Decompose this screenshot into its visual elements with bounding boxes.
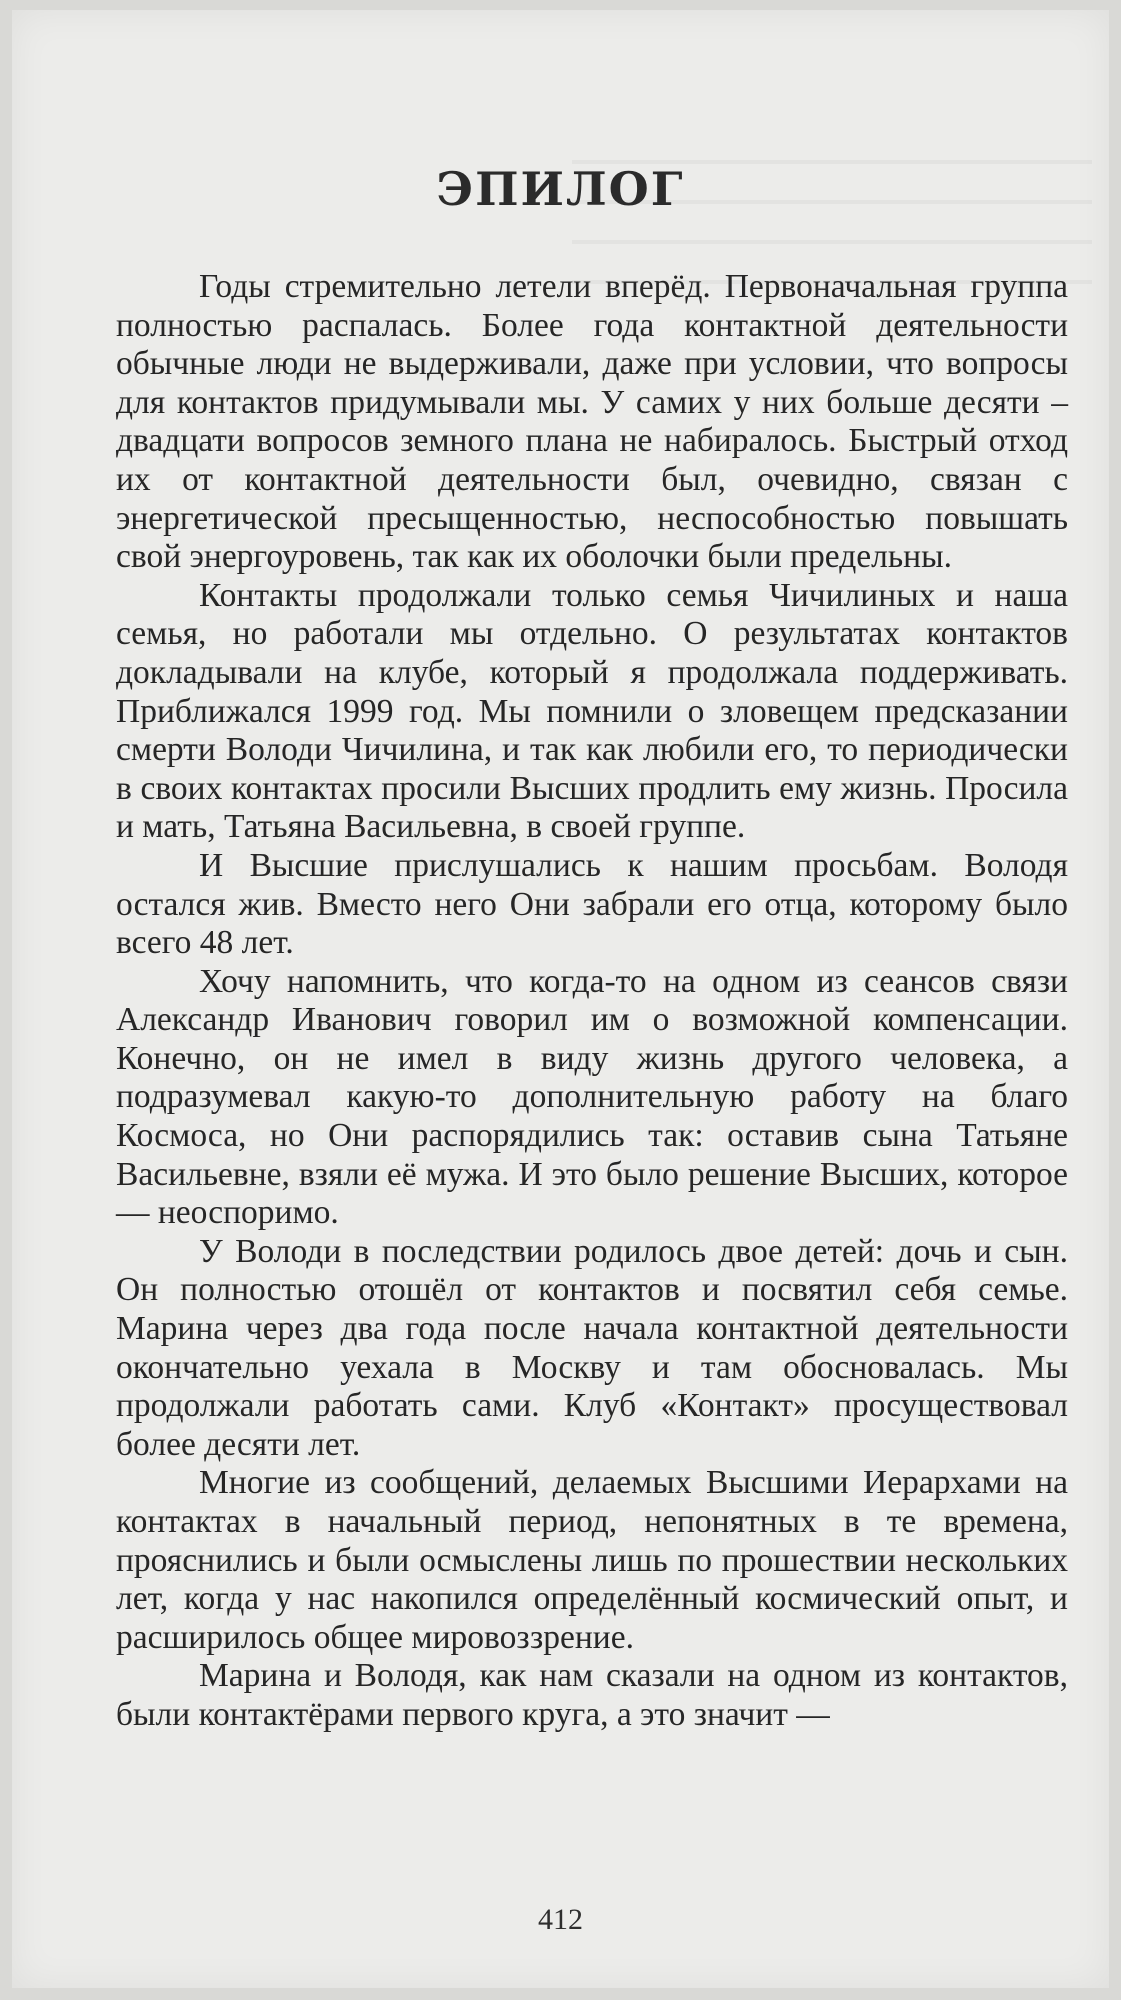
paragraph: У Володи в последствии родилось двое детей: дочь и сын. Он полностью отошёл от контактов и посвятил себя семье. Марина через два года после начала контактной деятельности окончательно уехала в Москву и там обосновалась. Мы продолжали работать сами. Клуб «Контакт» просуществовал более десяти лет.	[116, 1232, 1068, 1463]
page-number: 412	[538, 1903, 583, 1936]
paragraph: Годы стремительно летели вперёд. Первоначальная группа полностью распалась. Более года контактной деятельности обычные люди не выдерживали, даже при условии, что вопросы для контактов придумывали мы. У самих у них больше десяти – двадцати вопросов земного плана не набиралось. Быстрый отход их от контактной деятельности был, очевидно, связан с энергетической пресыщенностью, неспособностью повышать свой энергоуровень, так как их оболочки были предельны.	[116, 268, 1068, 576]
paragraph: Многие из сообщений, делаемых Высшими Иерархами на контактах в начальный период, непонятных в те времена, прояснились и были осмыслены лишь по прошествии нескольких лет, когда у нас накопился определённый космический опыт, и расширилось общее мировоззрение.	[116, 1464, 1068, 1656]
paragraph: И Высшие прислушались к нашим просьбам. Володя остался жив. Вместо него Они забрали его отца, которому было всего 48 лет.	[116, 846, 1068, 962]
chapter-title: ЭПИЛОГ	[436, 162, 685, 216]
paragraph: Контакты продолжали только семья Чичилиных и наша семья, но работали мы отдельно. О результатах контактов докладывали на клубе, который я продолжала поддерживать. Приближался 1999 год. Мы помнили о зловещем предсказании смерти Володи Чичилина, и так как любили его, то периодически в своих контактах просили Высших продлить ему жизнь. Просила и мать, Татьяна Васильевна, в своей группе.	[116, 576, 1068, 846]
paragraph: Хочу напомнить, что когда-то на одном из сеансов связи Александр Иванович говорил им о возможной компенсации. Конечно, он не имел в виду жизнь другого человека, а подразумевал какую-то дополнительную работу на благо Космоса, но Они распорядились так: оставив сына Татьяне Васильевне, взяли её мужа. И это было решение Высших, которое — неоспоримо.	[116, 962, 1068, 1232]
book-page	[12, 10, 1109, 1988]
body-text	[116, 268, 1068, 1735]
paragraph: Марина и Володя, как нам сказали на одном из контактов, были контактёрами первого круга, а это значит —	[116, 1657, 1068, 1733]
